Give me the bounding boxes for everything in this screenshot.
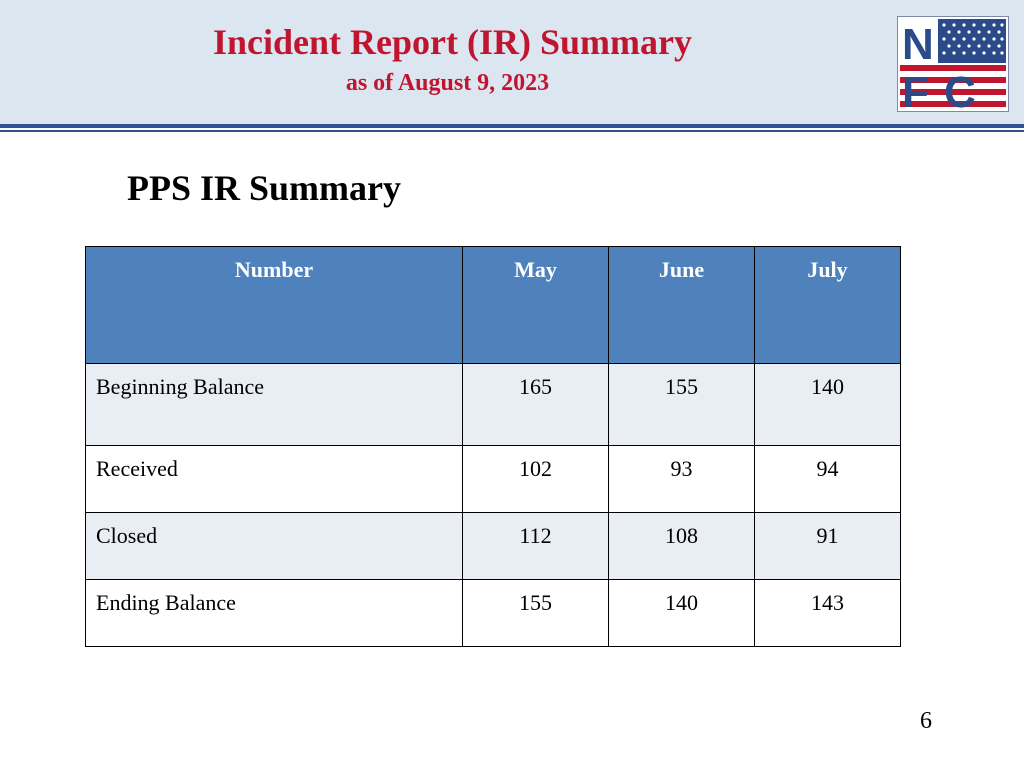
cell-value: 140 [755,364,901,446]
column-header-june: June [609,247,755,364]
nfc-logo [897,16,1009,112]
cell-value: 94 [755,446,901,513]
row-label: Received [86,446,463,513]
cell-value: 155 [609,364,755,446]
page-subtitle: as of August 9, 2023 [345,70,550,96]
logo-letter-n: N [902,20,934,69]
table-row [86,364,901,446]
page-number: 6 [920,708,932,734]
row-label: Closed [86,513,463,580]
header-divider-thick [0,124,1024,128]
cell-value: 93 [609,446,755,513]
cell-value: 112 [463,513,609,580]
table-row [86,580,901,647]
table-header-row [86,247,901,364]
table-row [86,513,901,580]
cell-value: 140 [609,580,755,647]
column-header-may: May [463,247,609,364]
header-band [0,0,1024,124]
cell-value: 143 [755,580,901,647]
page-title: Incident Report (IR) Summary [213,22,692,62]
table-row [86,446,901,513]
header-divider-thin [0,130,1024,132]
cell-value: 108 [609,513,755,580]
section-title: PPS IR Summary [127,168,402,208]
ir-summary-table [85,246,901,647]
row-label: Ending Balance [86,580,463,647]
nfc-logo-graphic [898,17,1008,111]
column-header-july: July [755,247,901,364]
column-header-number: Number [86,247,463,364]
cell-value: 155 [463,580,609,647]
cell-value: 91 [755,513,901,580]
cell-value: 102 [463,446,609,513]
logo-letter-c: C [944,68,976,111]
cell-value: 165 [463,364,609,446]
row-label: Beginning Balance [86,364,463,446]
logo-letter-f: F [902,68,929,111]
